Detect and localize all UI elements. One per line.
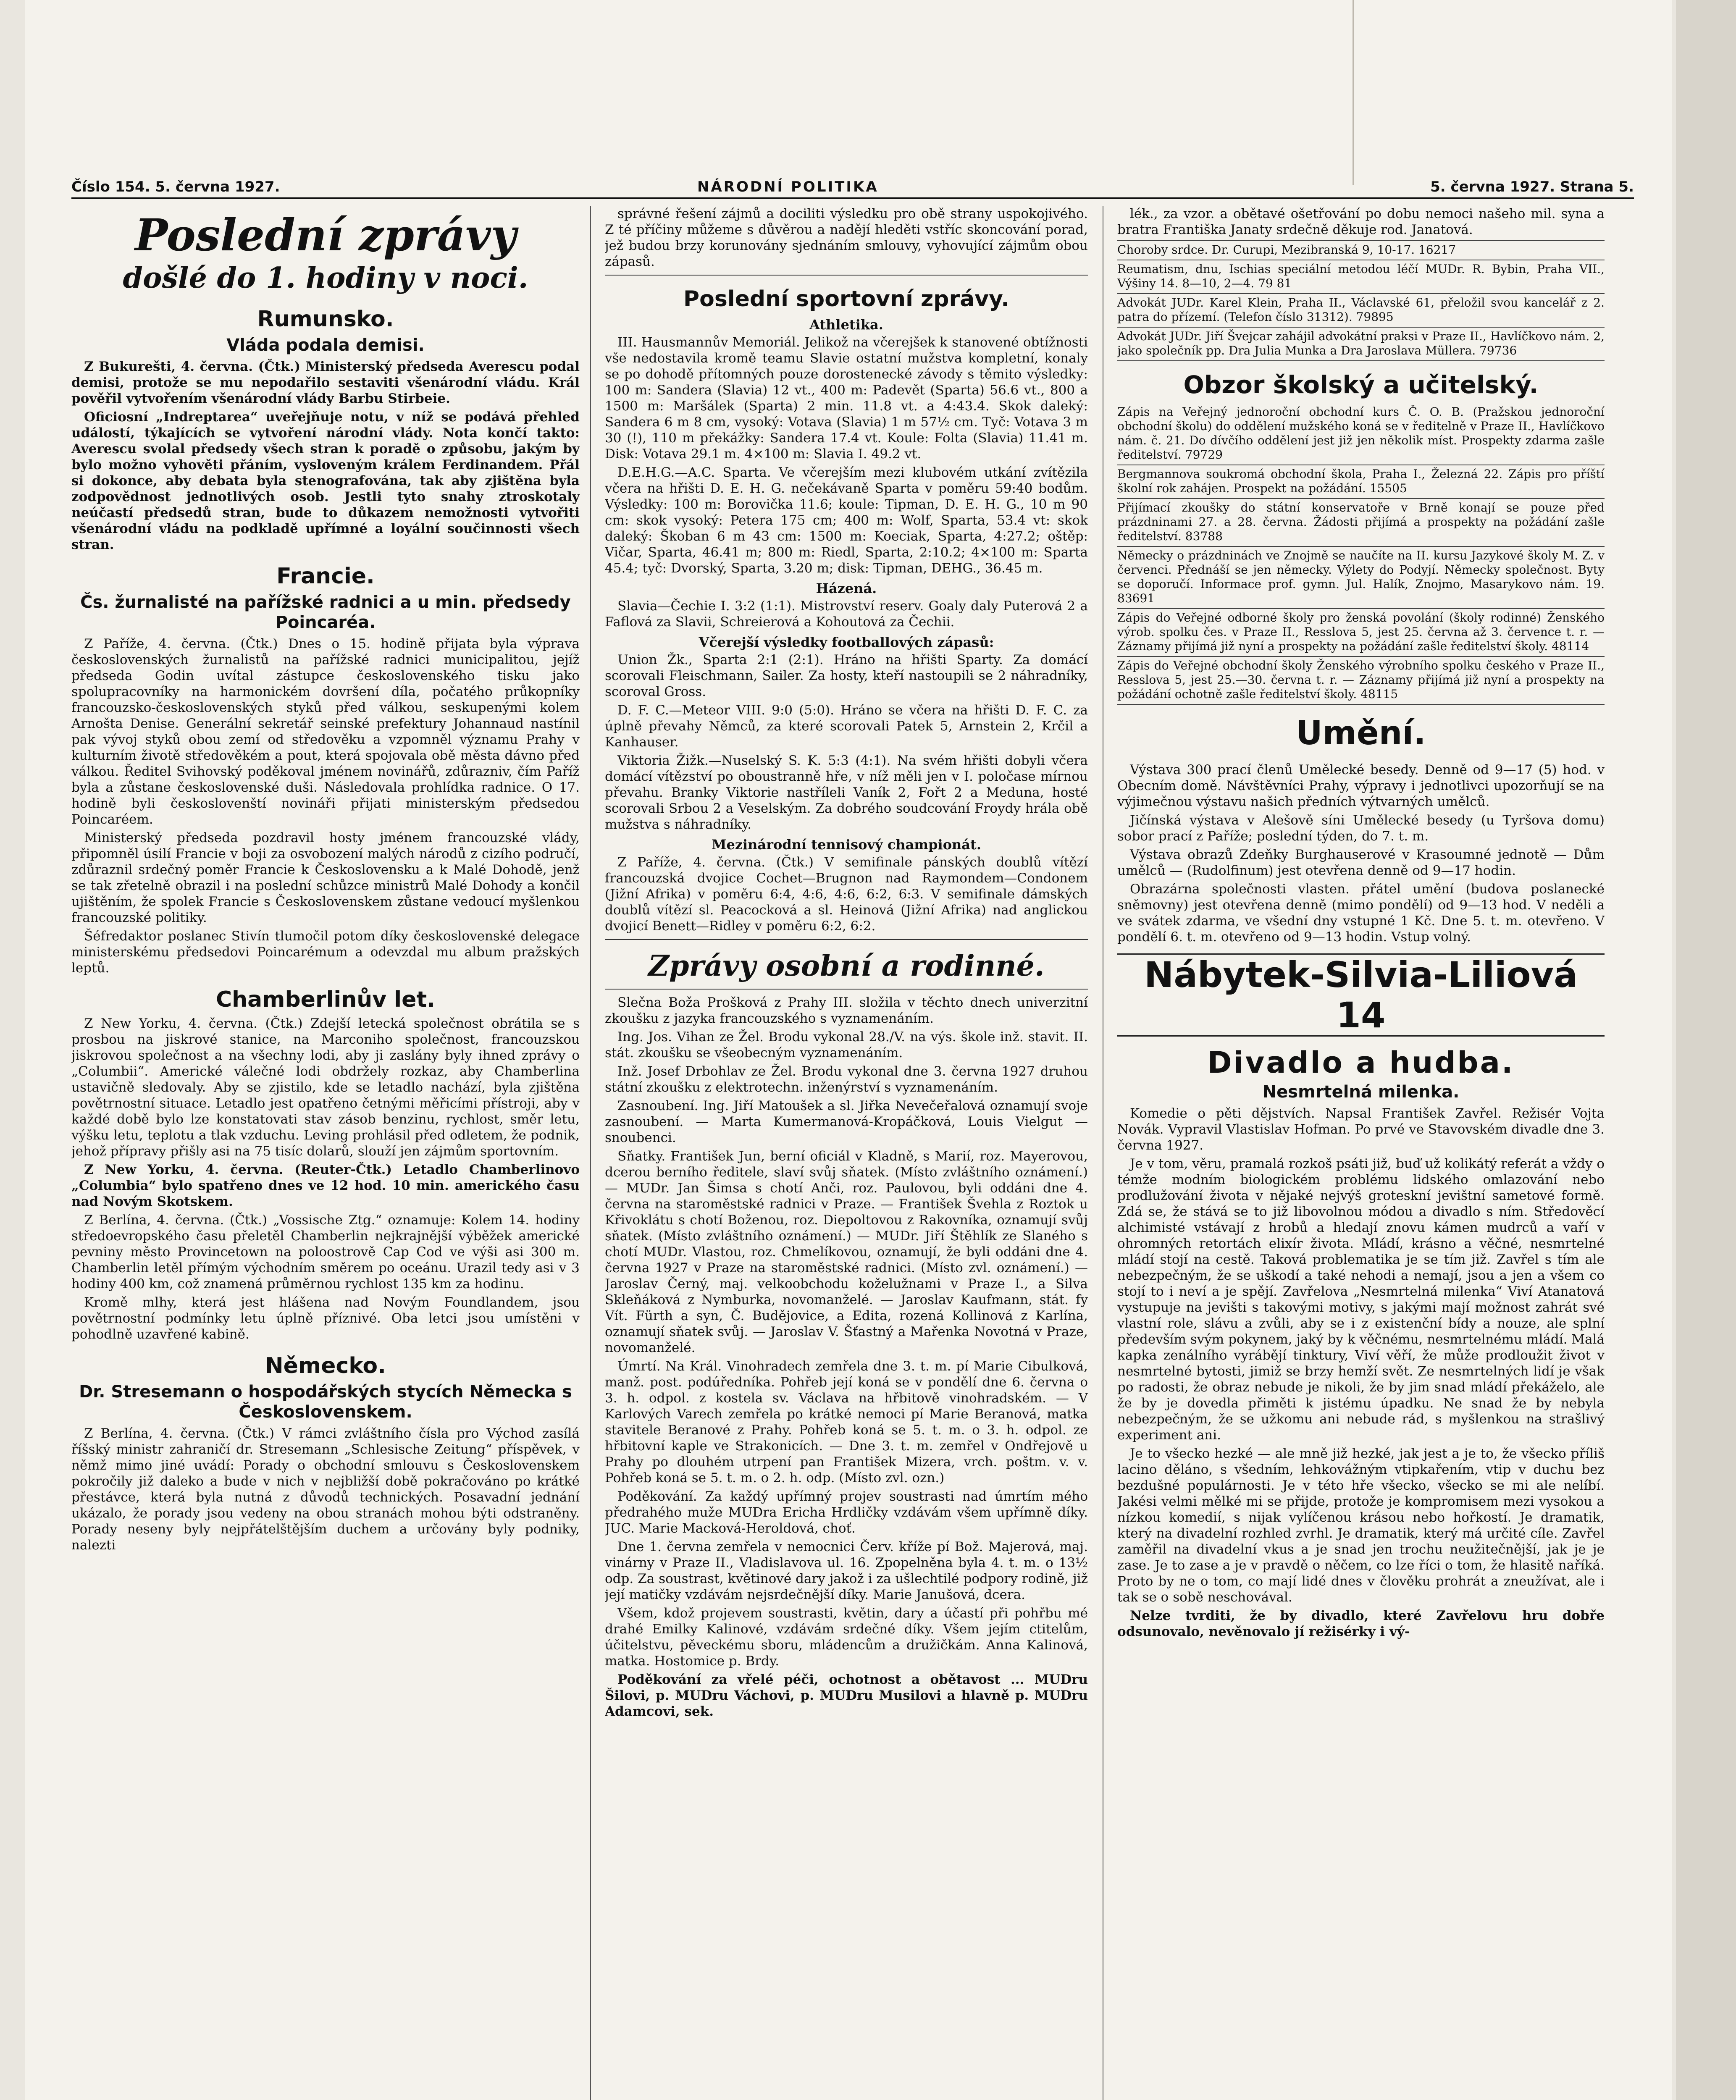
header-rule bbox=[71, 197, 1634, 199]
article-paragraph: Z Berlína, 4. června. (Čtk.) „Vossische Ztg.“ oznamuje: Kolem 14. hodiny středoevropského času přeletěl Chamberlin nejkrajnější výběžek americké pevniny město Provincetown na poloostrově Cap Cod ve výši asi 300 m. Chamberlin letěl přímým východním směrem po oceánu. Urazil tedy asi v 3 hodiny 400 km, což znamená průměrnou rychlost 135 km za hodinu. bbox=[71, 1213, 580, 1292]
article-paragraph: Obrazárna společnosti vlasten. přátel umění (budova poslanecké sněmovny) jest otevřena denně (mimo pondělí) od 9—13 hod. V neděli a ve svátek zdarma, ve všední dny vstupné 1 Kč. Dne 5. t. m. otevřeno. V pondělí 6. t. m. otevřeno od 9—13 hodin. Vstup volný. bbox=[1117, 882, 1605, 945]
article-paragraph: Dne 1. června zemřela v nemocnici Červ. kříže pí Bož. Majerová, maj. vinárny v Praze II., Vladislavova ul. 16. Zpopelněna byla 4. t. m. o 13½ odp. Za soustrast, květinové dary jakož i za ušlechtilé podpory rodině, již její matičky vzdávám nejsrdečnější díky. Marie Janušová, dcera. bbox=[605, 1539, 1088, 1602]
column-divider bbox=[590, 206, 591, 2100]
classified-ad: Reumatism, dnu, Ischias speciální metodou léčí MUDr. R. Bybin, Praha VII., Výšiny 14. 8—10, 2—4. 79 81 bbox=[1117, 260, 1605, 294]
section-heading-sport: Poslední sportovní zprávy. bbox=[683, 286, 1009, 312]
section-subheading: Vláda podala demisi. bbox=[226, 336, 425, 355]
article-paragraph: Je v tom, věru, pramalá rozkoš psáti již, buď už kolikátý referát a vždy o témže modním biologickém problému lidského omlazování nebo prodlužování života v nějaké nejvýš groteskní jevištní sametové formě. Zdá se, že stává se to již libovolnou módou a divadlo s ním. Středověcí alchimisté vstávají z hrobů a hledají znovu kámen mudrců a vaří v ohromných retortách elixír života. Mládí, krásno a věčné, nesmrtelné mládí stojí na cestě. Taková problematika je se tím již. Zavřel s tím ale nebezpečným, že se uškodí a také nehodi a nemají, jsou a jen a všem co stojí to i neví a je spějí. Zavřelova „Nesmrtelná milenka“ Viví Atanatová vystupuje na jevišti s takovými motivy, s jakými mají možnost zahrát své vlastní role, slávu a zvůli, aby se i z existenční bídy a nouze, ale splní především svým pokynem, jaký by k věčnému, nesmrtelnému mládí. Malá kapka zenálního vyrábějí tinktury, Viví věří, že může prodloužit život v nesmrtelné bytosti, jimiž se brzy hemží svět. Ze nesmrtelných lidí je však po radosti, že obraz nebude je nikoli, že by jim snad mládí překáželo, ale že by je dovedla přiměti k jistému úpadku. Ne snad že by nebyla nebezpečným, že se užkomu ani nebude rád, s myšlenkou na strašlivý experiment ani. bbox=[1117, 1156, 1605, 1443]
article-paragraph: správné řešení zájmů a dociliti výsledku pro obě strany uspokojivého. Z té příčiny můžeme s důvěrou a nadějí hleděti vstříc skoncování porad, jež budou brzy korunovány sjednáním smlouvy, vyhovující zájmům obou zápasů. bbox=[605, 206, 1088, 269]
newspaper-page bbox=[25, 0, 1672, 2100]
article-paragraph: Z Paříže, 4. června. (Čtk.) V semifinale pánských doublů vítězí francouzská dvojice Cochet—Brugnon nad Raymondem—Condonem (Jižní Afrika) v poměru 6:4, 4:6, 4:6, 6:2, 6:3. V semifinale dámských doublů vítězí sl. Peacocková a sl. Heinová (Jižní Afrika) nad anglickou dvojicí Benett—Ridley v poměru 6:2, 6:2. bbox=[605, 855, 1088, 934]
column-middle bbox=[605, 206, 1088, 2100]
section-heading-germany: Německo. bbox=[265, 1353, 386, 1378]
subheading-football: Včerejší výsledky footballových zápasů: bbox=[699, 634, 994, 650]
main-title: Poslední zprávy bbox=[135, 209, 516, 261]
issue-number: Číslo 154. 5. června 1927. bbox=[71, 178, 280, 195]
divider bbox=[605, 989, 1088, 990]
section-heading-romania: Rumunsko. bbox=[257, 307, 394, 332]
article-paragraph: D.E.H.G.—A.C. Sparta. Ve včerejším mezi klubovém utkání zvítězila včera na hřišti D. E. H. G. nečekávaně Sparta v poměru 59:40 bodům. Výsledky: 100 m: Borovička 11.6; koule: Tipman, D. E. H. G., 10 m 90 cm: skok vysoký: Petera 175 cm; 400 m: Wolf, Sparta, 53.4 vt: skok daleký: Škoban 6 m 43 cm: 1500 m: Koeciak, Sparta, 4:27.2; oštěp: Vičar, Sparta, 46.41 m; 800 m: Riedl, Sparta, 2:10.2; 4×100 m: Sparta 45.4; tyč: Dvorský, Sparta, 3.20 m; disk: Tipman, DEHG., 36.45 m. bbox=[605, 465, 1088, 576]
article-paragraph: D. F. C.—Meteor VIII. 9:0 (5:0). Hráno se včera na hřišti D. F. C. za úplně převahy Němců, za které scorovali Patek 5, Arnstein 2, Krčil a Kanhauser. bbox=[605, 703, 1088, 750]
article-paragraph: III. Hausmannův Memoriál. Jelikož na včerejšek k stanovené obtížnosti vše nedostavila kromě teamu Slavie ostatní mužstva kompletní, konaly se po dohodě přítomných pouze dorostenecké závody s těmito výsledky: 100 m: Sandera (Slavia) 12 vt., 400 m: Padevět (Sparta) 56.6 vt., 800 a 1500 m: Maršálek (Sparta) 2 min. 11.8 vt. a 4:43.4. Skok daleký: Sandera 6 m 8 cm, vysoký: Votava (Slavia) 1 m 57½ cm. Tyč: Votava 3 m 30 (!), 110 m překážky: Sandera 17.4 vt. Koule: Folta (Slavia) 11.41 m. Disk: Votava 29.1 m. 4×100 m: Slavia I. 49.2 vt. bbox=[605, 335, 1088, 462]
subheading-tennis: Mezinárodní tennisový championát. bbox=[712, 837, 981, 853]
article-paragraph: Ing. Jos. Vihan ze Žel. Brodu vykonal 28./V. na výs. škole inž. stavit. II. stát. zkoušku se všeobecným vyznamenáním. bbox=[605, 1029, 1088, 1060]
divider bbox=[605, 939, 1088, 940]
article-paragraph: Výstava obrazů Zdeňky Burghauserové v Krasoumné jednotě — Dům umělců — (Rudolfinum) jest otevřena denně od 9—17 hodin. bbox=[1117, 847, 1605, 878]
article-paragraph: Poděkování. Za každý upřímný projev soustrasti nad úmrtím mého předrahého muže MUDra Ericha Hrdličky vzdávám všem upřímně díky. JUC. Marie Macková-Heroldová, choť. bbox=[605, 1489, 1088, 1536]
article-paragraph: Z Bukurešti, 4. června. (Čtk.) Ministerský předseda Averescu podal demisi, protože se mu nepodařilo sestaviti všenárodní vládu. Král pověřil vytvořením všenárodní vlády Barbu Stirbeie. bbox=[71, 359, 580, 406]
school-notice: Bergmannova soukromá obchodní škola, Praha I., Železná 22. Zápis pro příští školní rok zahájen. Prospekt na požádání. 15505 bbox=[1117, 465, 1605, 499]
section-heading-france: Francie. bbox=[276, 564, 375, 589]
section-heading-chamberlin: Chamberlinův let. bbox=[216, 987, 435, 1012]
school-notice: Zápis do Veřejné odborné školy pro ženská povolání (školy rodinné) Ženského výrob. spolku čes. v Praze II., Resslova 5, jest 25. června až 3. července t. r. — Záznamy přijímá již nyní a prospekty na požádání zašle ředitelství školy. 48114 bbox=[1117, 609, 1605, 657]
article-paragraph: Union Žk., Sparta 2:1 (2:1). Hráno na hřišti Sparty. Za domácí scorovali Fleischmann, Sailer. Za hosty, kteří nastoupili se 2 náhradníky, scoroval Gross. bbox=[605, 652, 1088, 699]
article-paragraph: Z New Yorku, 4. června. (Čtk.) Zdejší letecká společnost obrátila se s prosbou na jiskrové stanice, na Marconiho společnost, francouzskou jiskrovou společnost a na všechny lodi, aby ji zaslány byly ihned zprávy o „Columbii“. Americké válečné lodi obdržely rozkaz, aby Chamberlina ustavičně sledovaly. Aby se zjistilo, kde se letadlo nachází, byla zjištěna povětrnostní situace. Letadlo jest opatřeno četnými měřicími přístroji, aby v každé době bylo lze konstatovati stav zásob benzinu, rychlost, směr letu, výšku letu, teplotu a tlak vzduchu. Leving prohlásil před odletem, že podnik, jehož přípravy přišly asi na 75 tisíc dolarů, slouží jen zájmům sportovním. bbox=[71, 1016, 580, 1159]
school-notice: Německy o prázdninách ve Znojmě se naučíte na II. kursu Jazykové školy M. Z. v červenci. Přednáší se jen německy. Výlety do Podyjí. Německy společnost. Byty se doporučí. Informace prof. gymn. Jul. Halík, Znojmo, Masarykovo nám. 19. 83691 bbox=[1117, 547, 1605, 609]
school-notice: Zápis do Veřejné obchodní školy Ženského výrobního spolku českého v Praze II., Resslova 5, jest 25.—30. června t. r. — Záznamy přijímá již nyní a prospekty na požádání ochotně zašle ředitelství školy. 48115 bbox=[1117, 657, 1605, 705]
article-paragraph: Oficiosní „Indreptarea“ uveřejňuje notu, v níž se podává přehled událostí, týkajících se vytvoření národní vlády. Nota končí takto: Averescu svolal předsedy všech stran k poradě o způsobu, jakým by bylo možno vyhověti přáním, vysloveným králem Ferdinandem. Přál si dokonce, aby debata byla stenografována, tak aby zjištěna byla zodpovědnost jednotlivých osob. Jestli tyto snahy ztroskotaly neúčastí předsedů stran, bude to důkazem nemožnosti vytvořiti všenárodní vládu na podkladě upřímné a loyální součinnosti všech stran. bbox=[71, 410, 580, 552]
classified-ad: Advokát JUDr. Karel Klein, Praha II., Václavské 61, přeložil svou kancelář z 2. patra do přízemí. (Telefon číslo 31312). 79895 bbox=[1117, 294, 1605, 328]
article-paragraph: Slečna Boža Prošková z Prahy III. složila v těchto dnech univerzitní zkoušku z jazyka francouzského s vyznamenáním. bbox=[605, 995, 1088, 1026]
section-subheading: Dr. Stresemann o hospodářských stycích Německa s Československem. bbox=[79, 1382, 572, 1422]
article-paragraph: Slavia—Čechie I. 3:2 (1:1). Mistrovství reserv. Goaly daly Puterová 2 a Faflová za Slavii, Schreierová a Kohoutová za Čechii. bbox=[605, 598, 1088, 630]
section-heading-theatre: Divadlo a hudba. bbox=[1207, 1045, 1515, 1080]
article-paragraph: lék., za vzor. a obětavé ošetřování po dobu nemoci našeho mil. syna a bratra Františka Janaty srdečně děkuje rod. Janatová. bbox=[1117, 206, 1605, 237]
article-paragraph: Z Berlína, 4. června. (Čtk.) V rámci zvláštního čísla pro Východ zasílá říšský ministr zahraničí dr. Stresemann „Schlesische Zeitung“ příspěvek, v němž mimo jiné uvádí: Porady o obchodní smlouvu s Československem pokročily již daleko a bude v nich v nejbližší době pokračováno po krátké přestávce, která byla nutná z důvodů technických. Posavadní jednání ukázalo, že porady jsou vedeny na obou stranách mohou býti odstraněny. Porady neseny byly nejpřátelštějším duchem a určovány byly podniky, nalezti bbox=[71, 1426, 580, 1553]
section-heading-arts: Umění. bbox=[1296, 714, 1426, 752]
column-right bbox=[1117, 206, 1605, 2100]
article-paragraph: Úmrtí. Na Král. Vinohradech zemřela dne 3. t. m. pí Marie Cibulková, manž. post. podúředníka. Pohřeb její koná se v pondělí dne 6. června o 3. h. odpol. z kostela sv. Václava na hřbitově vinohradském. — V Karlových Varech zemřela po krátké nemoci pí Marie Beranová, matka stavitele Beranové z Prahy. Pohřeb koná se 5. t. m. o 3. h. odpol. ze hřbitovní kaple ve Strakonicích. — Dne 3. t. m. zemřel v Ondřejově u Prahy po dlouhém utrpení pan František Mizera, vrch. poštm. v. v. Pohřeb koná se 5. t. m. o 2. h. odp. (Místo zvl. ozn.) bbox=[605, 1359, 1088, 1486]
article-paragraph: Komedie o pěti dějstvích. Napsal František Zavřel. Režisér Vojta Novák. Vypravil Vlastislav Hofman. Po prvé ve Stavovském divadle dne 3. června 1927. bbox=[1117, 1106, 1605, 1153]
school-notice: Zápis na Veřejný jednoroční obchodní kurs Č. O. B. (Pražskou jednoroční obchodní školu) do oddělení mužského koná se v ředitelně v Praze II., Havlíčkovo nám. č. 21. Do dívčího oddělení jest již jen několik míst. Prospekty zdarma zašle ředitelství. 79729 bbox=[1117, 403, 1605, 465]
page-edge bbox=[1676, 0, 1736, 2100]
masthead: NÁRODNÍ POLITIKA bbox=[697, 178, 879, 195]
article-paragraph: Inž. Josef Drbohlav ze Žel. Brodu vykonal dne 3. června 1927 druhou státní zkoušku z elektrotechn. inženýrství s vyznamenáním. bbox=[605, 1064, 1088, 1095]
article-paragraph: Zasnoubení. Ing. Jiří Matoušek a sl. Jiřka Nevečeřalová oznamují svoje zasnoubení. — Marta Kumermanová-Kropáčková, Louis Vielgut — snoubenci. bbox=[605, 1098, 1088, 1145]
article-paragraph: Nelze tvrditi, že by divadlo, které Zavřelovu hru dobře odsunovalo, nevěnovalo jí režisérky i vý- bbox=[1117, 1608, 1605, 1639]
main-subtitle: došlé do 1. hodiny v noci. bbox=[123, 261, 528, 295]
article-paragraph: Šéfredaktor poslanec Stivín tlumočil potom díky československé delegace ministerskému předsedovi Poincarémum a odevzdal mu album pražských leptů. bbox=[71, 929, 580, 976]
section-subheading: Čs. žurnalisté na pařížské radnici a u min. předsedy Poincaréa. bbox=[80, 593, 571, 632]
divider bbox=[605, 275, 1088, 276]
section-heading-personal: Zprávy osobní a rodinné. bbox=[648, 949, 1045, 983]
paper-scratch bbox=[1353, 0, 1354, 185]
article-paragraph: Sňatky. František Jun, berní oficiál v Kladně, s Marií, roz. Mayerovou, dcerou berního ředitele, slaví svůj sňatek. (Místo zvláštního oznámení.) — MUDr. Jan Šimsa s chotí Anči, roz. Paulovou, byli oddáni dne 4. června na staroměstské radnici v Praze. — František Švehla z Roztok u Křivoklátu s chotí Boženou, roz. Diepoltovou z Rakovníka, oznamují svůj sňatek. (Místo zvláštního oznámení.) — MUDr. Jiří Štěhlík ze Slaného s chotí MUDr. Vlastou, roz. Chmelíkovou, oznamují, že byli oddáni dne 4. června 1927 v Praze na staroměstské radnici. (Místo zvl. oznámení.) — Jaroslav Černý, maj. velkoobchodu koželužnami v Praze I., a Silva Skleňáková z Nymburka, novomanželé. — Jaroslav Kaufmann, stát. fy Vít. Fürth a syn, Č. Budějovice, a Edita, rozená Kollinová z Karlína, oznamují sňatek svůj. — Jaroslav V. Šťastný a Mařenka Novotná v Praze, novomanželé. bbox=[605, 1149, 1088, 1355]
article-paragraph: Ministerský předseda pozdravil hosty jménem francouzské vlády, připomněl úsilí Francie v boji za osvobození malých národů z cizího područí, zdůraznil srdečný poměr Francie k Československu a k Malé Dohodě, jenž se tak zřetelně obrazil i na poslední schůzce ministrů Malé Dohody a končil ujištěním, že spolek Francie s Československem zůstane vedoucí myšlenkou francouzské politiky. bbox=[71, 830, 580, 925]
article-paragraph: Viktoria Žižk.—Nuselský S. K. 5:3 (4:1). Na svém hřišti dobyli včera domácí vítězství po oboustranně hře, v níž měli jen v I. poločase mírnou převahu. Branky Viktorie nastříleli Vaník 2, Fořt 2 a Meduna, hosté scorovali Srbou 2 a Veselským. Za dobrého soudcování Froydy hrála obě mužstva s náhradníky. bbox=[605, 753, 1088, 832]
column-left bbox=[71, 206, 580, 2100]
article-paragraph: Výstava 300 prací členů Umělecké besedy. Denně od 9—17 (5) hod. v Obecním domě. Návštěvníci Prahy, výpravy i jednotlivci upozorňují se na výjimečnou výstavu našich předních výtvarných umělců. bbox=[1117, 762, 1605, 809]
classified-ad: Advokát JUDr. Jiří Švejcar zahájil advokátní praksi v Praze II., Havlíčkovo nám. 2, jako společník pp. Dra Julia Munka a Dra Jaroslava Müllera. 79736 bbox=[1117, 328, 1605, 361]
article-paragraph: Je to všecko hezké — ale mně již hezké, jak jest a je to, že všecko příliš lacino děláno, s všedním, lehkovážným vtipkařením, vtip v duchu bez bezdušné populárnosti. Je v této hře všecko, všecko se mi ale nelíbí. Jakési velmi mělké mi se přijde, protože je kompromisem mezi vysokou a nízkou komedií, s nijak vylíčenou krásou nebo hořkostí. Je dramatik, který na divadelní rozhled zvrhl. Je dramatik, který má určité cíle. Zavřel zaměřil na divadelní vkus a je snad jen trochu neužitečnější, jak je je zase. Je to zase a je v pravdě o něčem, co lze říci o tom, že hlasitě naříká. Proto by ne o tom, co mají lidé dnes v člověku prohrát a zneužívat, ale i tak se o sobě neschovával. bbox=[1117, 1446, 1605, 1605]
school-notice: Přijímací zkoušky do státní konservatoře v Brně konají se pouze před prázdninami 27. a 28. června. Žádosti přijímá a prospekty na požádání zašle ředitelství. 83788 bbox=[1117, 499, 1605, 547]
classified-ad: Choroby srdce. Dr. Curupi, Mezibranská 9, 10-17. 16217 bbox=[1117, 240, 1605, 260]
subheading-athletics: Athletika. bbox=[809, 317, 883, 333]
subheading-handball: Házená. bbox=[816, 580, 877, 596]
page-number: 5. června 1927. Strana 5. bbox=[1430, 178, 1634, 195]
article-paragraph: Kromě mlhy, která jest hlášena nad Novým Foundlandem, jsou povětrnostní podmínky letu úplně příznivé. Oba letci jsou umístěni v pohodlně uzavřené kabině. bbox=[71, 1295, 580, 1342]
page-header bbox=[71, 178, 1634, 200]
article-paragraph: Poděkování za vřelé péči, ochotnost a obětavost ... MUDru Šilovi, p. MUDru Váchovi, p. MUDru Musilovi a hlavně p. MUDru Adamcovi, sek. bbox=[605, 1672, 1088, 1719]
article-paragraph: Všem, kdož projevem soustrasti, květin, dary a účastí při pohřbu mé drahé Emilky Kalinové, vzdávám srdečné díky. Všem jejím ctitelům, účitelstvu, pěveckému sboru, mládencům a družičkám. Anna Kalinová, matka. Hostomice p. Brdy. bbox=[605, 1606, 1088, 1669]
article-paragraph: Jičínská výstava v Alešově síni Umělecké besedy (u Tyršova domu) sobor prací z Paříže; poslední týden, do 7. t. m. bbox=[1117, 813, 1605, 844]
section-subheading: Nesmrtelná milenka. bbox=[1262, 1082, 1460, 1102]
article-paragraph: Z New Yorku, 4. června. (Reuter-Čtk.) Letadlo Chamberlinovo „Columbia“ bylo spatřeno dnes ve 12 hod. 10 min. amerického času nad Novým Skotskem. bbox=[71, 1162, 580, 1209]
furniture-advert: Nábytek-Silvia-Liliová 14 bbox=[1117, 953, 1605, 1037]
section-heading-school: Obzor školský a učitelský. bbox=[1183, 370, 1539, 399]
article-paragraph: Z Paříže, 4. června. (Čtk.) Dnes o 15. hodině přijata byla výprava československých žurnalistů na pařížské radnici municipalitou, jejíž předseda Godin uvítal zástupce československého tisku jako spolupracovníky na harmonickém dovršení díla, počatého průkopníky francouzsko-československých styků před válkou, seskupenými kolem Arnošta Denise. Generální sekretář seinské prefektury Johannaud nastínil pak vývoj styků obou zemí od středověku a vzpomněl významu Prahy v kulturním životě středověkém a pout, která spojovala obě města dávno před válkou. Ředitel Svihovský poděkoval jménem novinářů, zdůrazniv, čím Paříž byla a zůstane československé duši. Následovala prohlídka radnice. O 17. hodině byli českoslovenští novináři přijati ministerským předsedou Poincaréem. bbox=[71, 636, 580, 827]
